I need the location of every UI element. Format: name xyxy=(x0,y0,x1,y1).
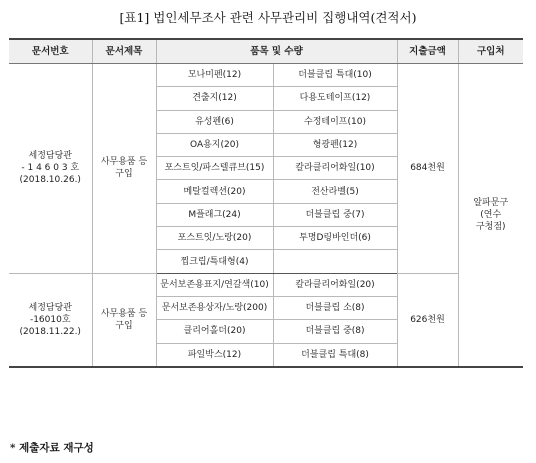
table-row xyxy=(9,64,523,87)
source-note: * 제출자료 재구성 xyxy=(10,442,94,454)
table-title: [표1] 법인세무조사 관련 사무관리비 집행내역(견적서) xyxy=(119,10,417,25)
item-cell: 더블클립 중(8) xyxy=(273,320,397,343)
expense-table xyxy=(9,38,523,368)
header-amount: 지출금액 xyxy=(397,39,458,64)
doc-title-cell: 사무용품 등 구입 xyxy=(92,273,156,367)
item-cell: 더블클립 중(7) xyxy=(273,203,397,226)
header-items: 품목 및 수량 xyxy=(156,39,397,64)
item-cell: 다용도테이프(12) xyxy=(273,87,397,110)
item-cell: 칼라클리어화일(20) xyxy=(273,273,397,296)
item-cell: 파일박스(12) xyxy=(156,343,273,367)
item-cell: 더블클립 특대(8) xyxy=(273,343,397,367)
item-cell: 투명D링바인더(6) xyxy=(273,227,397,250)
item-cell: 유성펜(6) xyxy=(156,110,273,133)
item-cell: 포스트잇/노랑(20) xyxy=(156,227,273,250)
item-cell: 클리어홀더(20) xyxy=(156,320,273,343)
doc-number-cell: 세정담당관 -16010호 (2018.11.22.) xyxy=(9,273,92,367)
item-cell: 전산라벨(5) xyxy=(273,180,397,203)
item-cell: 형광펜(12) xyxy=(273,133,397,156)
header-doc-title: 문서제목 xyxy=(92,39,156,64)
item-cell: M플래그(24) xyxy=(156,203,273,226)
item-cell: 찝크립/특대형(4) xyxy=(156,250,273,273)
doc-number-cell: 세정담당관 - 1 4 6 0 3 호 (2018.10.26.) xyxy=(9,64,92,274)
item-cell: 모나미펜(12) xyxy=(156,64,273,87)
item-cell: 문서보존용표지/연갈색(10) xyxy=(156,273,273,296)
item-cell xyxy=(273,250,397,273)
amount-cell: 626천원 xyxy=(397,273,458,367)
header-row xyxy=(9,39,523,64)
item-cell: 더블클립 소(8) xyxy=(273,296,397,319)
item-cell: 더블클립 특대(10) xyxy=(273,64,397,87)
item-cell: OA용지(20) xyxy=(156,133,273,156)
item-cell: 수정테이프(10) xyxy=(273,110,397,133)
amount-cell: 684천원 xyxy=(397,64,458,274)
doc-title-cell: 사무용품 등 구입 xyxy=(92,64,156,274)
item-cell: 포스트잇/파스텔큐브(15) xyxy=(156,157,273,180)
item-cell: 문서보존용상자/노랑(200) xyxy=(156,296,273,319)
item-cell: 견출지(12) xyxy=(156,87,273,110)
item-cell: 메탈컬렉션(20) xyxy=(156,180,273,203)
vendor-cell: 알파문구 (연수 구청점) xyxy=(458,64,523,367)
table-row xyxy=(9,273,523,296)
item-cell: 칼라클리어화일(10) xyxy=(273,157,397,180)
header-doc-no: 문서번호 xyxy=(9,39,92,64)
header-vendor: 구입처 xyxy=(458,39,523,64)
